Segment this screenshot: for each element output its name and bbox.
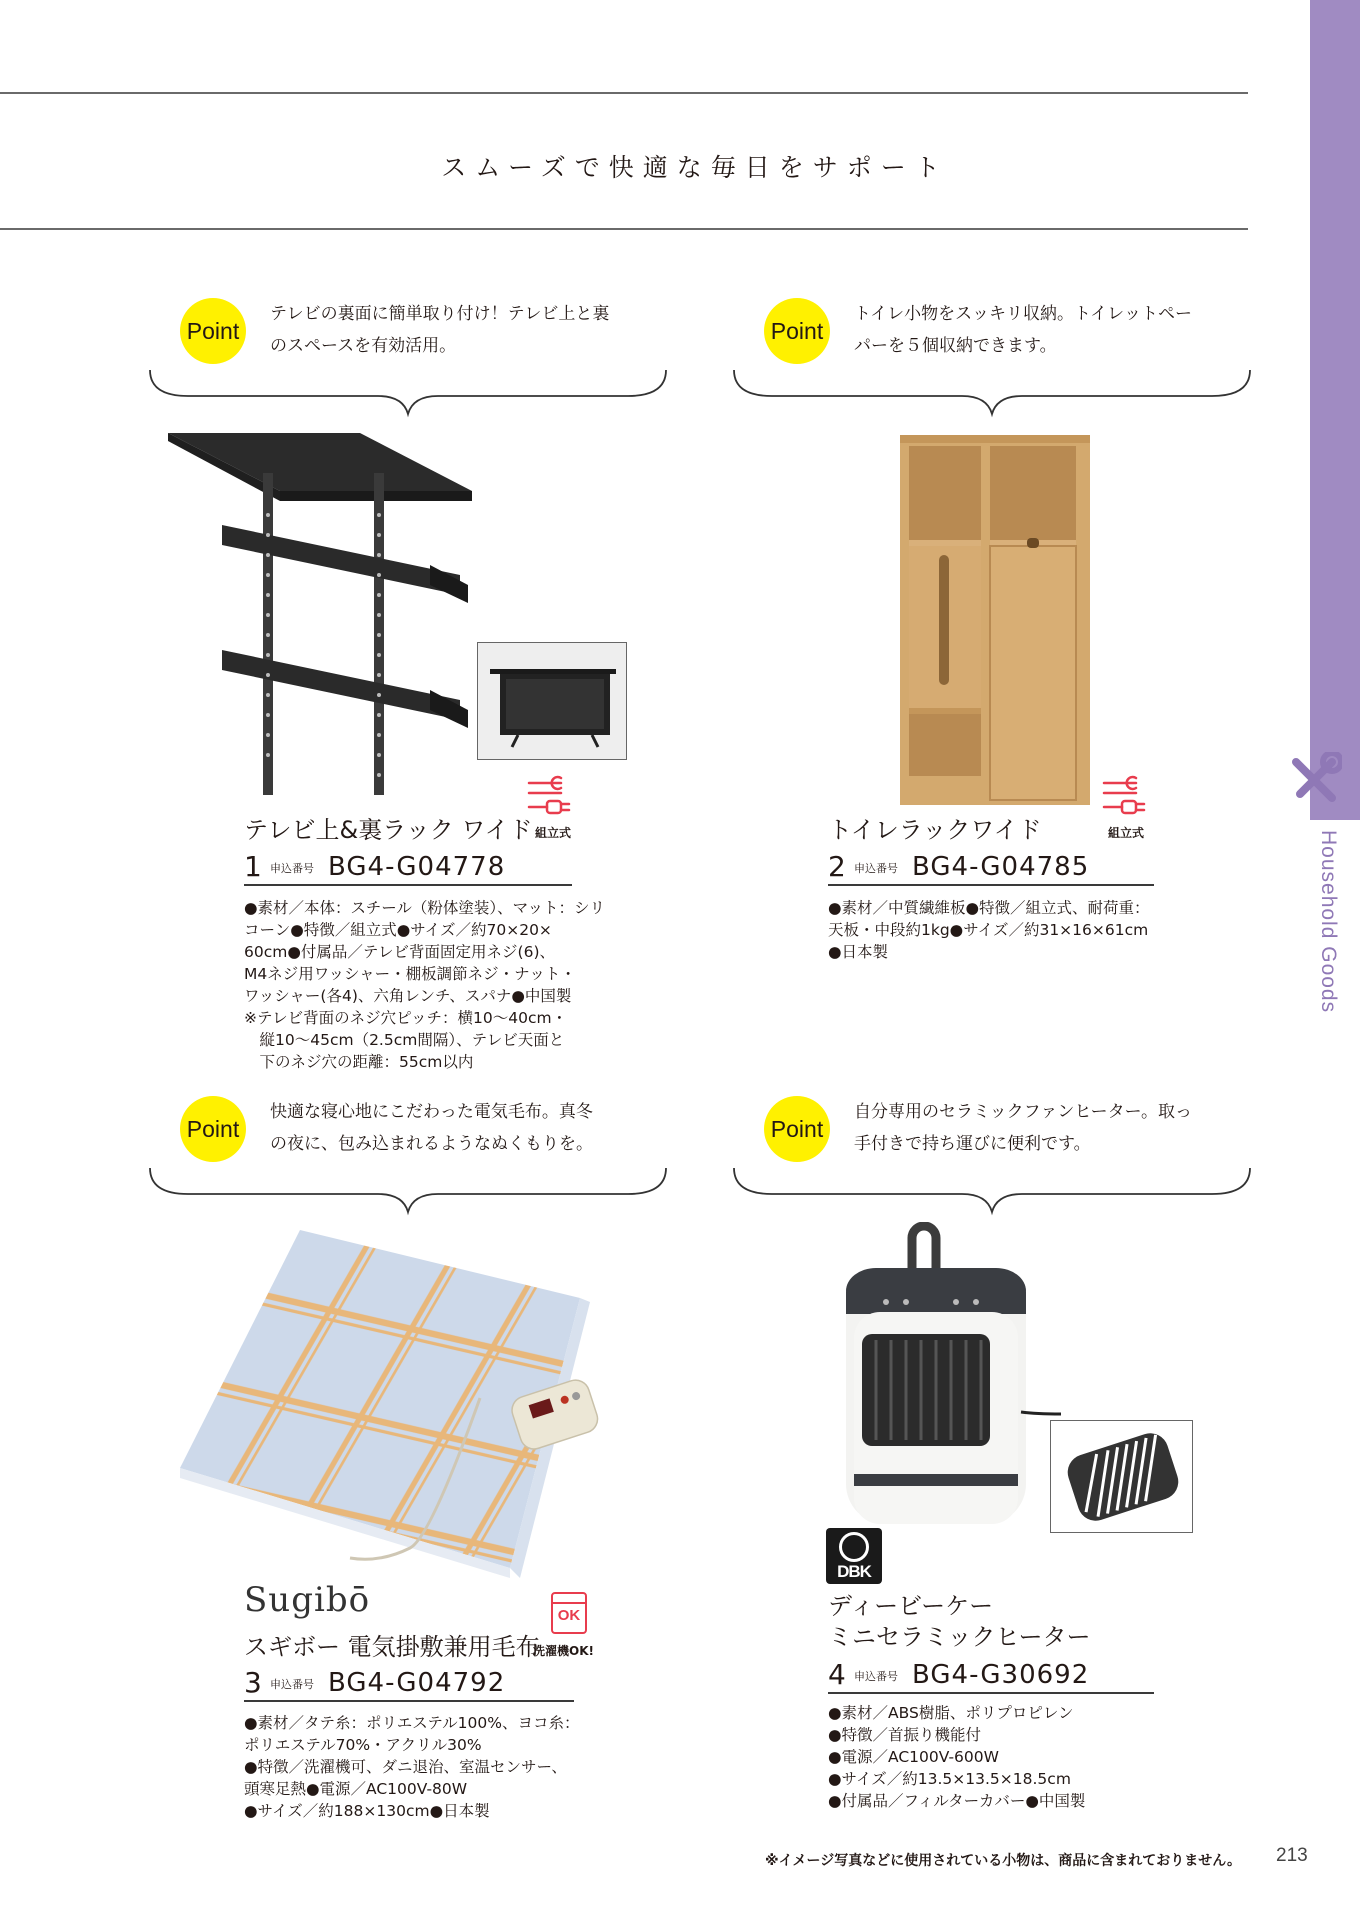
point-callout-1 (148, 298, 668, 428)
point-callout-3 (148, 1096, 668, 1226)
brand-logo: Sugibō (244, 1580, 371, 1620)
order-code: BG4-G04778 (328, 852, 506, 882)
point-badge: Point (764, 1096, 830, 1162)
point-badge: Point (180, 298, 246, 364)
brace-divider (732, 368, 1252, 418)
product-name: テレビ上&裏ラック ワイド (244, 816, 533, 844)
point-badge: Point (764, 298, 830, 364)
toilet-rack-image (895, 430, 1095, 810)
brace-divider (148, 368, 668, 418)
spec-list: ●素材／ABS樹脂、ポリプロピレン ●特徴／首振り機能付 ●電源／AC100V-600W ●サイズ／約13.5×13.5×18.5cm ●付属品／フィルターカバー●中国製 (828, 1704, 1086, 1810)
page-headline: スムーズで快適な毎日をサポート (441, 153, 949, 182)
tv-rack-image (160, 425, 480, 805)
order-code-row (244, 850, 572, 886)
order-code-row (244, 1666, 574, 1702)
electric-blanket-image (180, 1228, 640, 1578)
order-code: BG4-G04792 (328, 1668, 506, 1698)
order-code-row (828, 850, 1154, 886)
order-code-label: 申込番号 (854, 1670, 898, 1683)
product-name-line-1: ディービーケー (828, 1592, 994, 1620)
tools-icon (1286, 752, 1342, 808)
point-badge: Point (180, 1096, 246, 1162)
order-code: BG4-G30692 (912, 1660, 1090, 1690)
item-number: 4 (828, 1658, 846, 1691)
order-code-label: 申込番号 (854, 862, 898, 875)
order-code: BG4-G04785 (912, 852, 1090, 882)
wrench-plug-icon (1100, 775, 1150, 817)
washable-tag: 洗濯機OK! (533, 1644, 594, 1658)
category-label: Household Goods (1317, 830, 1340, 1014)
top-rule (0, 92, 1248, 94)
order-code-label: 申込番号 (270, 1678, 314, 1691)
item-number: 3 (244, 1666, 262, 1699)
point-text: 自分専用のセラミックファンヒーター。取っ 手付きで持ち運びに便利です。 (854, 1102, 1192, 1154)
product-name: トイレラックワイド (828, 816, 1042, 844)
item-number: 1 (244, 850, 262, 883)
spec-list: ●素材／中質繊維板●特徴／組立式、耐荷重： 天板・中段約1kg●サイズ／約31×16×61cm ●日本製 (828, 899, 1150, 961)
filter-cover-inset-photo (1050, 1420, 1193, 1533)
brand-logo: DBK (826, 1528, 882, 1584)
page-number: 213 (1276, 1845, 1308, 1866)
item-number: 2 (828, 850, 846, 883)
point-text: 快適な寝心地にこだわった電気毛布。真冬 の夜に、包み込まれるようなぬくもりを。 (270, 1102, 593, 1154)
product-name: スギボー 電気掛敷兼用毛布 (244, 1633, 540, 1661)
order-code-label: 申込番号 (270, 862, 314, 875)
point-text: トイレ小物をスッキリ収納。トイレットペー パーを５個収納できます。 (854, 304, 1192, 356)
washing-machine-icon: OK (551, 1592, 587, 1634)
header-bottom-rule (0, 228, 1248, 230)
product-name-line-2: ミニセラミックヒーター (828, 1623, 1091, 1651)
spec-list: ●素材／タテ糸：ポリエステル100%、ヨコ糸： ポリエステル70%・アクリル30% ●特徴／洗濯機可、ダニ退治、室温センサー、 頭寒足熱●電源／AC100V-80W ●サイズ／約188×130cm●日本製 (244, 1714, 580, 1820)
wrench-plug-icon (525, 775, 575, 817)
assembly-tag: 組立式 (535, 826, 572, 840)
tv-rack-inset-photo (477, 642, 627, 760)
brace-divider (148, 1166, 668, 1216)
ceramic-heater-image (836, 1222, 1066, 1532)
assembly-tag: 組立式 (1108, 826, 1145, 840)
brace-divider (732, 1166, 1252, 1216)
point-callout-4 (732, 1096, 1252, 1226)
point-callout-2 (732, 298, 1252, 428)
point-text: テレビの裏面に簡単取り付け！テレビ上と裏 のスペースを有効活用。 (270, 304, 610, 356)
footnote: ※イメージ写真などに使用されている小物は、商品に含まれておりません。 (765, 1853, 1242, 1869)
spec-list: ●素材／本体：スチール（粉体塗装）、マット：シリ コーン●特徴／組立式●サイズ／約70×20× 60cm●付属品／テレビ背面固定用ネジ(6)、 M4ネジ用ワッシャー・棚板調節ネジ・ナット・ ワッシャー(各4)、六角レンチ、スパナ●中国製 ※テレビ背面のネジ穴ピッチ：横10～40cm・ 縦10～45cm（2.5cm間隔）、テレビ天面と 下のネジ穴の距離：55cm以内 (244, 899, 606, 1071)
order-code-row (828, 1658, 1154, 1694)
category-tab (1310, 0, 1360, 820)
